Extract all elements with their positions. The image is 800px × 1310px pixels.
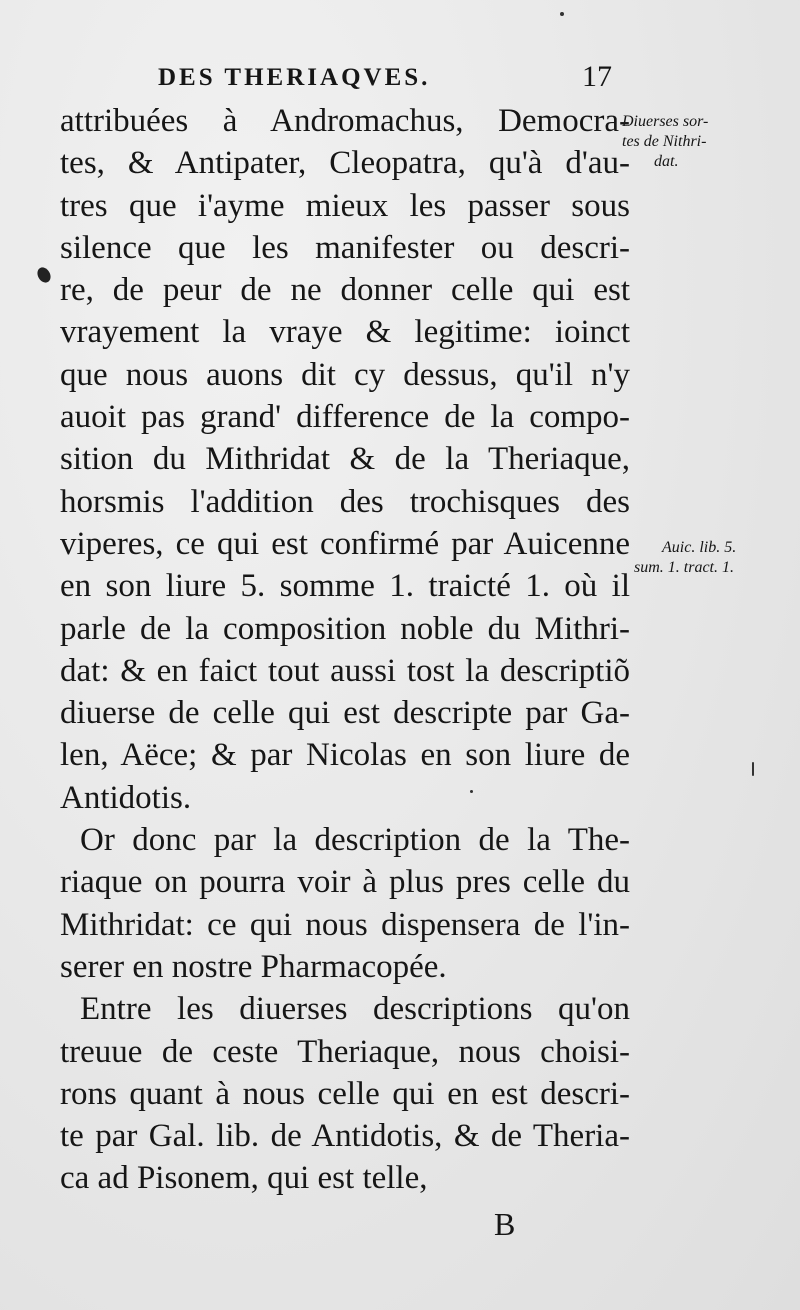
paragraph-first-line: Or donc par la description de la The- <box>80 822 630 859</box>
signature-mark: B <box>494 1206 516 1242</box>
text-line: viperes, ce qui est confirmé par Auicenne <box>60 525 630 562</box>
text-line: te par Gal. lib. de Antidotis, & de Theria- <box>60 1118 630 1155</box>
text-line: horsmis l'addition des trochisques des <box>60 483 630 520</box>
text-line: tres que i'ayme mieux les passer sous <box>60 187 630 224</box>
text-line: ca ad Pisonem, qui est telle, <box>60 1160 428 1197</box>
running-title: DES THERIAQVES. <box>158 64 431 91</box>
text-line: auoit pas grand' difference de la compo- <box>60 399 630 436</box>
paper-speck <box>752 762 754 776</box>
text-line: treuue de ceste Theriaque, nous choisi- <box>60 1033 630 1070</box>
text-line: len, Aëce; & par Nicolas en son liure de <box>60 737 630 774</box>
margin-note-line: Diuerses sor- <box>622 113 709 130</box>
text-line: tes, & Antipater, Cleopatra, qu'à d'au- <box>60 145 630 182</box>
text-line: vrayement la vraye & legitime: ioinct <box>60 314 630 351</box>
paragraph-first-line: Entre les diuerses descriptions qu'on <box>80 991 630 1028</box>
text-line: Antidotis. <box>60 779 192 816</box>
text-line: serer en nostre Pharmacopée. <box>60 948 447 985</box>
page-number: 17 <box>582 60 612 93</box>
text-line: rons quant à nous celle qui en est descri- <box>60 1075 630 1112</box>
margin-note-line: tes de Nithri- <box>622 133 707 150</box>
text-line: en son liure 5. somme 1. traicté 1. où il <box>60 568 630 605</box>
paper-speck <box>470 790 473 793</box>
ink-blot <box>35 265 53 285</box>
text-line: diuerse de celle qui est descripte par Ga- <box>60 695 630 732</box>
text-line: attribuées à Andromachus, Democra- <box>60 103 630 139</box>
paper-speck <box>560 12 564 16</box>
text-line: que nous auons dit cy dessus, qu'il n'y <box>60 356 630 393</box>
text-line: riaque on pourra voir à plus pres celle du <box>60 864 630 901</box>
text-line: dat: & en faict tout aussi tost la descriptiõ <box>60 652 630 689</box>
margin-note-line: Auic. lib. 5. <box>662 539 737 556</box>
text-line: sition du Mithridat & de la Theriaque, <box>60 441 630 478</box>
margin-note-line: dat. <box>654 153 679 170</box>
margin-note-mithridat <box>622 112 708 172</box>
text-line: silence que les manifester ou descri- <box>60 229 630 266</box>
text-line: re, de peur de ne donner celle qui est <box>60 272 630 309</box>
margin-note-avicenna <box>634 538 737 578</box>
text-line: Mithridat: ce qui nous dispensera de l'in- <box>60 906 630 943</box>
margin-note-line: sum. 1. tract. 1. <box>634 559 734 576</box>
text-line: parle de la composition noble du Mithri- <box>60 610 630 647</box>
page-header <box>0 60 800 104</box>
body-text <box>60 100 630 1200</box>
